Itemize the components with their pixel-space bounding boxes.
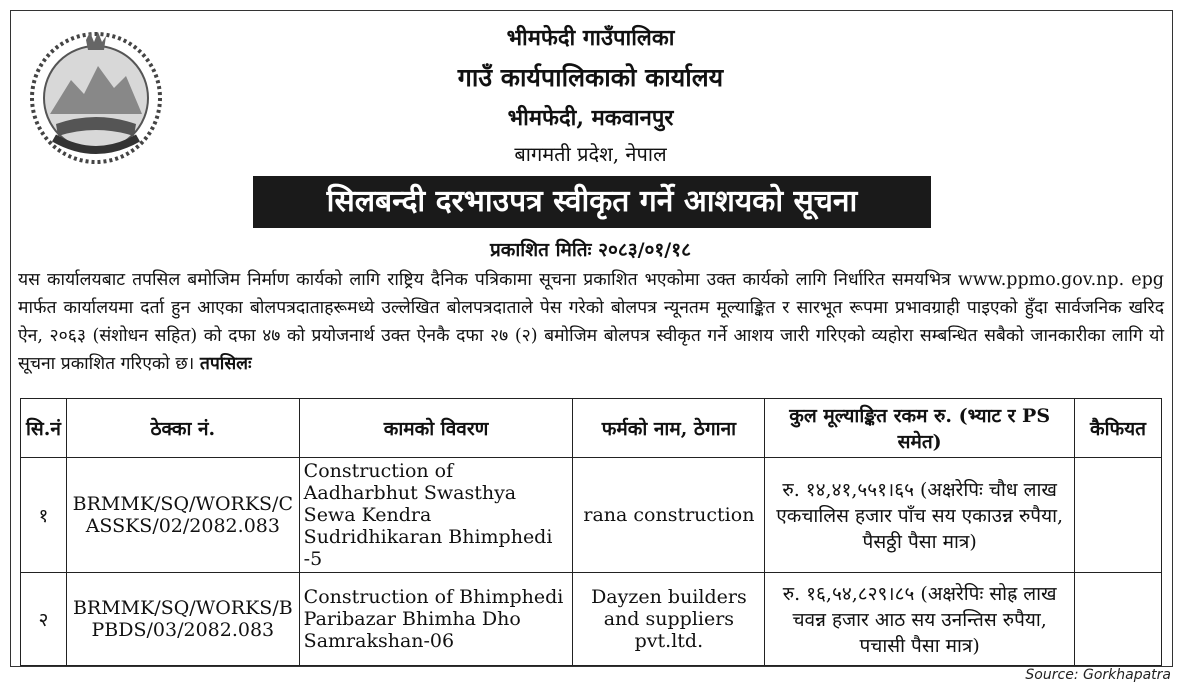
cell-remarks	[1074, 458, 1161, 573]
col-header-firm: फर्मको नाम, ठेगाना	[573, 399, 765, 458]
details-label: तपसिलः	[199, 354, 252, 374]
province-country: बागमती प्रदेश, नेपाल	[514, 142, 667, 166]
cell-work-desc: Construction of Aadharbhut Swasthya Sewa Kendra Sudridhikaran Bhimphedi -5	[299, 458, 573, 573]
cell-sn: १	[21, 458, 67, 573]
cell-sn: २	[21, 573, 67, 666]
cell-contract-no: BRMMK/SQ/WORKS/BPBDS/03/2082.083	[66, 573, 299, 666]
cell-contract-no: BRMMK/SQ/WORKS/CASSKS/02/2082.083	[66, 458, 299, 573]
office-location: भीमफेदी, मकवानपुर	[507, 105, 674, 131]
col-header-remarks: कैफियत	[1074, 399, 1161, 458]
notice-body-text: यस कार्यालयबाट तपसिल बमोजिम निर्माण कार्यको लागि राष्ट्रिय दैनिक पत्रिकामा सूचना प्रकाशित भएकोमा उक्त कार्यको लागि निर्धारित समयभित्र www.ppmo.gov.np. epg मार्फत कार्यालयमा दर्ता हुन आएका बोलपत्रदाताहरूमध्ये उल्लेखित बोलपत्रदाताले पेस गरेको बोलपत्र न्यूनतम मूल्याङ्कित र सारभूत रूपमा प्रभावग्राही पाइएको हुँदा सार्वजनिक खरिद ऐन, २०६३ (संशोधन सहित) को दफा ४७ को प्रयोजनार्थ उक्त ऐनकै दफा २७ (२) बमोजिम बोलपत्र स्वीकृत गर्ने आशय जारी गरिएको व्यहोरा सम्बन्धित सबैको जानकारीका लागि यो सूचना प्रकाशित गरिएको छ।	[18, 270, 1164, 374]
table-row	[21, 458, 1162, 573]
cell-work-desc: Construction of Bhimphedi Paribazar Bhimha Dho Samrakshan-06	[299, 573, 573, 666]
col-header-sn: सि.नं	[21, 399, 67, 458]
notice-title: सिलबन्दी दरभाउपत्र स्वीकृत गर्ने आशयको सूचना	[253, 176, 931, 228]
cell-firm: rana construction	[573, 458, 765, 573]
cell-remarks	[1074, 573, 1161, 666]
bid-table	[20, 398, 1162, 666]
table-header-row	[21, 399, 1162, 458]
notice-body	[18, 266, 1164, 378]
table-row	[21, 573, 1162, 666]
published-date: प्रकाशित मितिः २०८३/०१/१८	[489, 239, 692, 261]
cell-amount: रु. १६,५४,८२९।८५ (अक्षरेपिः सोह्र लाख चवन्न हजार आठ सय उनन्तिस रुपैया, पचासी पैसा मात्र)	[765, 573, 1075, 666]
col-header-work-desc: कामको विवरण	[299, 399, 573, 458]
col-header-amount: कुल मूल्याङ्कित रकम रु. (भ्याट र PS समेत)	[765, 399, 1075, 458]
col-header-contract-no: ठेक्का नं.	[66, 399, 299, 458]
office-name: गाउँ कार्यपालिकाको कार्यालय	[457, 63, 724, 92]
source-credit: Source: Gorkhapatra	[1025, 667, 1171, 683]
cell-firm: Dayzen builders and suppliers pvt.ltd.	[573, 573, 765, 666]
municipality-name: भीमफेदी गाउँपालिका	[506, 25, 675, 51]
cell-amount: रु. १४,४१,५५१।६५ (अक्षरेपिः चौध लाख एकचालिस हजार पाँच सय एकाउन्न रुपैया, पैसठ्ठी पैसा मात्र)	[765, 458, 1075, 573]
